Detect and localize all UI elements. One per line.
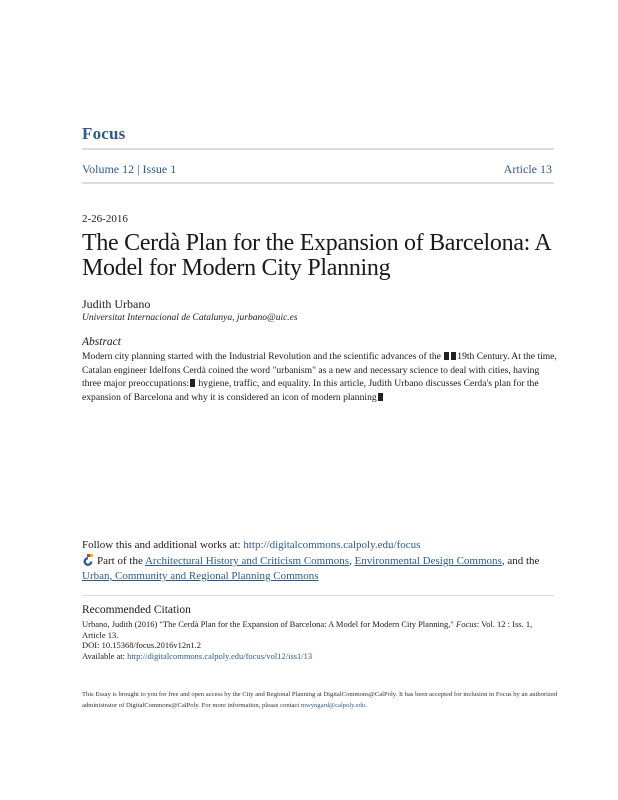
part-of-prefix: Part of the (97, 555, 145, 567)
publication-date: 2-26-2016 (82, 213, 128, 225)
abstract-heading: Abstract (82, 336, 121, 348)
footer-text: This Essay is brought to you for free and open access by the City and Regional Planning at DigitalCommons@CalPoly. It has been accepted for inclusion in Focus by an authorized administrator of DigitalCommons@CalPoly. For more information, please contact (82, 691, 558, 709)
follow-url-link[interactable]: http://digitalcommons.calpoly.edu/focus (243, 539, 421, 551)
issue-link[interactable]: Issue 1 (142, 162, 177, 176)
follow-line (82, 539, 420, 551)
author-affiliation: Universitat Internacional de Catalunya, jurbano@uic.es (82, 313, 298, 323)
citation-journal: Focus (456, 619, 477, 629)
footer-end: . (365, 701, 367, 709)
missing-glyph-icon (451, 352, 456, 360)
citation-text: Urbano, Judith (2016) "The Cerdà Plan for the Expansion of Barcelona: A Model for Modern City Planning," (82, 619, 457, 629)
environmental-design-commons-link[interactable]: Environmental Design Commons (354, 555, 502, 567)
citation-doi: DOI: 10.15368/focus.2016v12n1.2 (82, 640, 201, 650)
missing-glyph-icon (190, 379, 195, 387)
author-name: Judith Urbano (82, 297, 151, 311)
header-rule-top (82, 148, 554, 150)
footer-note (82, 690, 562, 711)
part-of-commons (82, 554, 562, 584)
urban-planning-commons-link[interactable]: Urban, Community and Regional Planning Commons (82, 570, 319, 582)
article-title: The Cerdà Plan for the Expansion of Barcelona: A Model for Modern City Planning (82, 230, 551, 281)
abstract-part-3: hygiene, traffic, and equality. In this article, Judith Urbano discusses Cerda's plan for the expansion of Barcelona and why it is considered an icon of modern planning (82, 378, 539, 404)
citation-heading: Recommended Citation (82, 604, 191, 616)
volume-link[interactable]: Volume 12 (82, 162, 135, 176)
abstract-text (82, 350, 557, 405)
header-rule-bottom (82, 182, 554, 184)
missing-glyph-icon (378, 393, 383, 401)
citation-volume: : Vol. 12 : Iss. 1, Article 13. (82, 619, 533, 640)
digital-commons-logo-icon (82, 554, 94, 566)
architectural-history-commons-link[interactable]: Architectural History and Criticism Commons (144, 555, 350, 567)
comma: , (349, 555, 355, 567)
contact-email-link[interactable]: mwyngard@calpoly.edu (300, 701, 366, 709)
abstract-part-1: Modern city planning started with the Industrial Revolution and the scientific advances of the (82, 351, 444, 362)
follow-label: Follow this and additional works at: (82, 539, 244, 551)
available-label: Available at: (82, 650, 128, 661)
citation-body (82, 619, 557, 661)
separator: | (137, 162, 140, 176)
citation-rule (82, 595, 554, 596)
missing-glyph-icon (444, 352, 449, 360)
article-link[interactable]: Article 13 (503, 162, 552, 176)
citation-url-link[interactable]: http://digitalcommons.calpoly.edu/focus/vol12/iss1/13 (127, 650, 313, 661)
part-of-mid: , and the (501, 555, 540, 567)
journal-name: Focus (82, 124, 126, 143)
abstract-part-2: 19th Century. At the time, Catalan engineer Idelfons Cerdà coined the word "urbanism" as a new and necessary science to deal with cities, having three major preoccupations: (82, 351, 557, 390)
